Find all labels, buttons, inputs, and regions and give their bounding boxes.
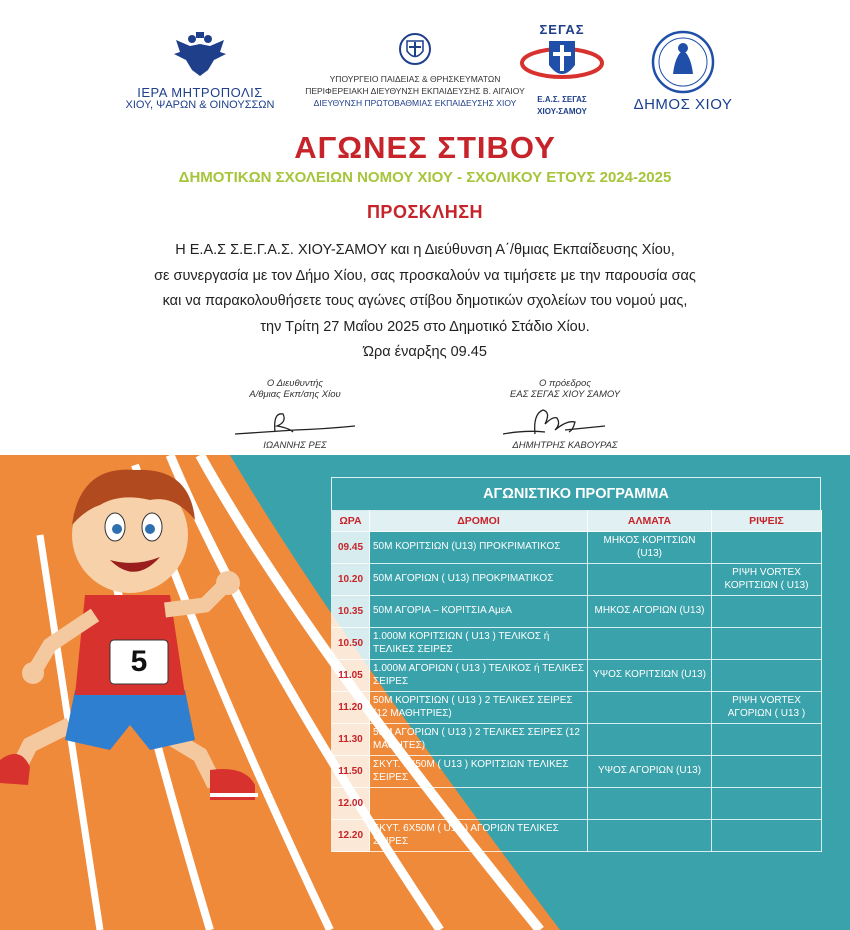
cell-jumps: [588, 564, 712, 596]
table-row: [332, 628, 822, 660]
cell-time: 12.00: [332, 788, 370, 820]
cell-runs: ΣΚΥΤ. 6Χ50Μ ( U13 ) ΑΓΟΡΙΩΝ ΤΕΛΙΚΕΣ ΣΕΙΡΕΣ: [370, 820, 588, 852]
double-headed-eagle-icon: [170, 30, 230, 82]
table-row: [332, 820, 822, 852]
cell-jumps: ΜΗΚΟΣ ΚΟΡΙΤΣΙΩΝ (U13): [588, 532, 712, 564]
schedule-table: [331, 510, 822, 852]
cell-time: 10.35: [332, 596, 370, 628]
schedule-title: ΑΓΩΝΙΣΤΙΚΟ ΠΡΟΓΡΑΜΜΑ: [331, 477, 821, 510]
table-row: [332, 532, 822, 564]
schedule-header-row: [332, 511, 822, 532]
cell-throws: [712, 724, 822, 756]
col-header-throws: ΡΙΨΕΙΣ: [712, 511, 822, 532]
cell-jumps: [588, 820, 712, 852]
segas-shield-icon: [519, 37, 605, 89]
signature-left-name: ΙΩΑΝΝΗΣ ΡΕΣ: [263, 440, 327, 451]
segas-line-2: ΧΙΟΥ-ΣΑΜΟΥ: [537, 107, 587, 116]
metropolis-sub: ΧΙΟΥ, ΨΑΡΩΝ & ΟΙΝΟΥΣΣΩΝ: [125, 99, 275, 111]
cell-runs: 50Μ ΚΟΡΙΤΣΙΩΝ (U13) ΠΡΟΚΡΙΜΑΤΙΚΟΣ: [370, 532, 588, 564]
cell-runs: 50Μ ΚΟΡΙΤΣΙΩΝ ( U13 ) 2 ΤΕΛΙΚΕΣ ΣΕΙΡΕΣ (12 ΜΑΘΗΤΡΙΕΣ): [370, 692, 588, 724]
col-header-runs: ΔΡΟΜΟΙ: [370, 511, 588, 532]
cell-time: 11.05: [332, 660, 370, 692]
body-line-5: Ώρα έναρξης 09.45: [363, 344, 487, 360]
cell-jumps: [588, 692, 712, 724]
cell-runs: 1.000Μ ΑΓΟΡΙΩΝ ( U13 ) ΤΕΛΙΚΟΣ ή ΤΕΛΙΚΕΣ ΣΕΙΡΕΣ: [370, 660, 588, 692]
cell-throws: [712, 788, 822, 820]
cell-time: 10.20: [332, 564, 370, 596]
cell-runs: 50Μ ΑΓΟΡΙΩΝ ( U13) ΠΡΟΚΡΙΜΑΤΙΚΟΣ: [370, 564, 588, 596]
cell-runs: ΣΚΥΤ. 6Χ50Μ ( U13 ) ΚΟΡΙΤΣΙΩΝ ΤΕΛΙΚΕΣ ΣΕΙΡΕΣ: [370, 756, 588, 788]
table-row: [332, 660, 822, 692]
col-header-jumps: ΑΛΜΑΤΑ: [588, 511, 712, 532]
invitation-heading: ΠΡΟΣΚΛΗΣΗ: [366, 202, 484, 222]
signature-right-role-1: Ο πρόεδρος: [539, 378, 591, 389]
cell-throws: [712, 532, 822, 564]
body-line-1: Η Ε.Α.Σ Σ.Ε.Γ.Α.Σ. ΧΙΟΥ-ΣΑΜΟΥ και η Διεύθυνση Α΄/θμιας Εκπαίδευσης Χίου,: [175, 242, 675, 258]
body-line-2: σε συνεργασία με τον Δήμο Χίου, σας προσκαλούν να τιμήσετε με την παρουσία σας: [154, 267, 696, 284]
segas-top-label: ΣΕΓΑΣ: [539, 22, 585, 37]
cell-runs: [370, 788, 588, 820]
municipality-seal-icon: [651, 30, 715, 94]
table-row: [332, 564, 822, 596]
page-subtitle: ΔΗΜΟΤΙΚΩΝ ΣΧΟΛΕΙΩΝ ΝΟΜΟΥ ΧΙΟΥ - ΣΧΟΛΙΚΟΥ ΕΤΟΥΣ 2024-2025: [178, 169, 672, 186]
schedule-panel: [331, 477, 821, 852]
cell-jumps: ΥΨΟΣ ΑΓΟΡΙΩΝ (U13): [588, 756, 712, 788]
cell-throws: [712, 628, 822, 660]
header-block: [0, 130, 850, 223]
signature-right-name: ΔΗΜΗΤΡΗΣ ΚΑΒΟΥΡΑΣ: [512, 440, 618, 451]
cell-jumps: ΜΗΚΟΣ ΑΓΟΡΙΩΝ (U13): [588, 596, 712, 628]
signature-left-role-1: Ο Διευθυντής: [266, 378, 324, 389]
body-line-3: και να παρακολουθήσετε τους αγώνες στίβου δημοτικών σχολείων του νομού μας,: [162, 293, 688, 309]
cell-jumps: [588, 724, 712, 756]
greek-emblem-icon: [398, 32, 432, 66]
ministry-line-1: ΥΠΟΥΡΓΕΙΟ ΠΑΙΔΕΙΑΣ & ΘΡΗΣΚΕΥΜΑΤΩΝ: [329, 74, 501, 84]
col-header-time: ΩΡΑ: [332, 511, 370, 532]
body-line-4: την Τρίτη 27 Μαΐου 2025 στο Δημοτικό Στάδιο Χίου.: [260, 318, 590, 335]
page-title: ΑΓΩΝΕΣ ΣΤΙΒΟΥ: [294, 130, 556, 165]
ministry-logo: [300, 32, 530, 109]
cell-runs: 1.000Μ ΚΟΡΙΤΣΙΩΝ ( U13 ) ΤΕΛΙΚΟΣ ή ΤΕΛΙΚΕΣ ΣΕΙΡΕΣ: [370, 628, 588, 660]
invitation-body: [0, 238, 850, 366]
ministry-line-2: ΠΕΡΙΦΕΡΕΙΑΚΗ ΔΙΕΥΘΥΝΣΗ ΕΚΠΑΙΔΕΥΣΗΣ Β. ΑΙΓΑΙΟΥ: [305, 86, 525, 96]
segas-logo: [512, 22, 612, 118]
table-row: [332, 692, 822, 724]
table-row: [332, 724, 822, 756]
cell-jumps: ΥΨΟΣ ΚΟΡΙΤΣΙΩΝ (U13): [588, 660, 712, 692]
municipality-name: ΔΗΜΟΣ ΧΙΟΥ: [633, 96, 733, 113]
cell-time: 09.45: [332, 532, 370, 564]
cell-runs: 50Μ ΑΓΟΡΙΩΝ ( U13 ) 2 ΤΕΛΙΚΕΣ ΣΕΙΡΕΣ (12 ΜΑΘΗΤΕΣ): [370, 724, 588, 756]
cell-throws: ΡΙΨΗ VORTEX ΑΓΟΡΙΩΝ ( U13 ): [712, 692, 822, 724]
cell-runs: 50Μ ΑΓΟΡΙΑ – ΚΟΡΙΤΣΙΑ ΑμεΑ: [370, 596, 588, 628]
table-row: [332, 756, 822, 788]
cell-jumps: [588, 788, 712, 820]
cell-jumps: [588, 628, 712, 660]
signature-left-role-2: Α/θμιας Εκπ/σης Χίου: [249, 389, 341, 400]
cell-throws: [712, 660, 822, 692]
signature-right-role-2: ΕΑΣ ΣΕΓΑΣ ΧΙΟΥ ΣΑΜΟΥ: [509, 389, 621, 400]
metropolis-name: ΙΕΡΑ ΜΗΤΡΟΠΟΛΙΣ: [137, 85, 263, 100]
signature-right: [495, 378, 635, 451]
cell-time: 12.20: [332, 820, 370, 852]
logo-row: [0, 22, 850, 122]
cell-time: 11.20: [332, 692, 370, 724]
segas-line-1: Ε.Α.Σ. ΣΕΓΑΣ: [537, 95, 587, 104]
bib-number: 5: [130, 645, 148, 678]
municipality-logo: [618, 30, 748, 111]
cell-throws: [712, 596, 822, 628]
cell-throws: [712, 756, 822, 788]
table-row: [332, 596, 822, 628]
ministry-line-3: ΔΙΕΥΘΥΝΣΗ ΠΡΩΤΟΒΑΘΜΙΑΣ ΕΚΠΑΙΔΕΥΣΗΣ ΧΙΟΥ: [313, 98, 517, 108]
cell-time: 11.30: [332, 724, 370, 756]
cell-throws: ΡΙΨΗ VORTEX ΚΟΡΙΤΣΙΩΝ ( U13): [712, 564, 822, 596]
cell-time: 11.50: [332, 756, 370, 788]
signature-right-scribble-icon: [495, 400, 635, 442]
signature-left-scribble-icon: [225, 402, 365, 442]
cell-time: 10.50: [332, 628, 370, 660]
table-row: [332, 788, 822, 820]
metropolis-logo: [105, 30, 295, 111]
signature-left: [225, 378, 365, 451]
cell-throws: [712, 820, 822, 852]
